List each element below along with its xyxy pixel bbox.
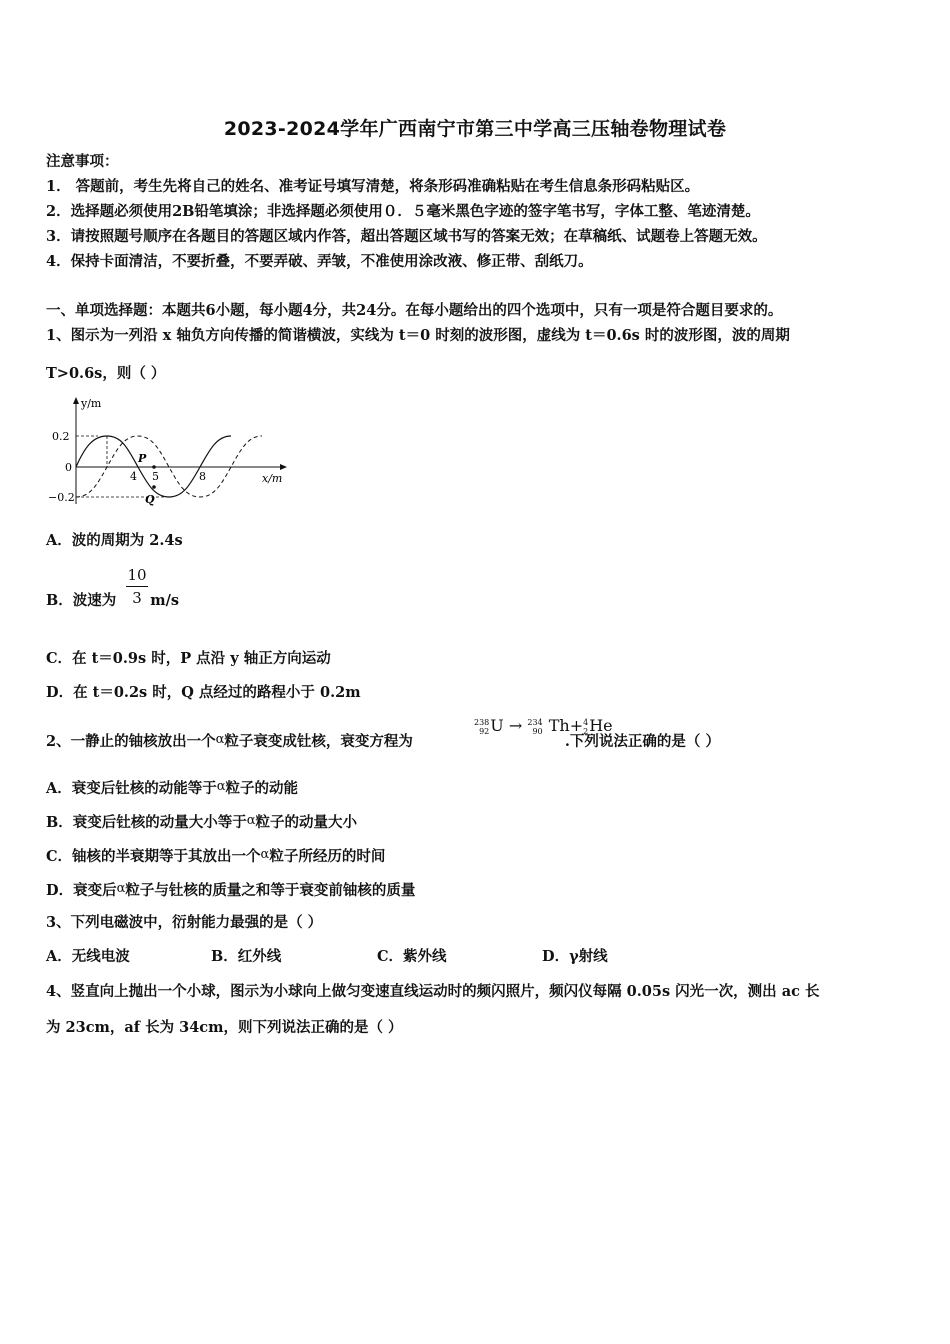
u-symbol: U bbox=[490, 716, 504, 735]
q1-option-b-prefix: B．波速为 bbox=[46, 592, 117, 609]
y-tick-0.2: 0.2 bbox=[52, 430, 70, 443]
y-axis-label: y/m bbox=[81, 397, 102, 410]
velocity-fraction bbox=[126, 566, 148, 607]
x-axis-arrow bbox=[280, 464, 287, 470]
fraction-denominator: 3 bbox=[132, 589, 142, 607]
q1-option-b-unit: m/s bbox=[150, 592, 180, 609]
point-q-marker bbox=[152, 485, 156, 489]
th-symbol: Th+ bbox=[548, 716, 584, 735]
notes-item-4: 4．保持卡面清洁，不要折叠，不要弄破、弄皱，不准使用涂改液、修正带、刮纸刀。 bbox=[46, 253, 593, 270]
th-isotope: 234 90 bbox=[527, 717, 543, 736]
notes-item-1: 1． 答题前，考生先将自己的姓名、准考证号填写清楚，将条形码准确粘贴在考生信息条形码粘贴区。 bbox=[46, 178, 700, 195]
q4-stem-line2: 为 23cm，af 长为 34cm，则下列说法正确的是（ ） bbox=[46, 1019, 403, 1036]
q1-option-c: C．在 t＝0.9s 时，P 点沿 y 轴正方向运动 bbox=[46, 650, 331, 667]
q3-option-a: A．无线电波 bbox=[46, 948, 130, 965]
q4-stem-line1: 4、竖直向上抛出一个小球，图示为小球向上做匀变速直线运动时的频闪照片，频闪仪每隔 0.05s 闪光一次，测出 ac 长 bbox=[46, 983, 820, 1000]
q2-option-c: C．铀核的半衰期等于其放出一个α粒子所经历的时间 bbox=[46, 847, 386, 865]
q3-option-d: D．γ射线 bbox=[542, 948, 608, 965]
q1-option-d: D．在 t＝0.2s 时，Q 点经过的路程小于 0.2m bbox=[46, 684, 361, 701]
x-tick-4: 4 bbox=[130, 470, 137, 483]
notes-item-3: 3．请按照题号顺序在各题目的答题区域内作答，超出答题区域书写的答案无效；在草稿纸、试题卷上答题无效。 bbox=[46, 228, 767, 245]
x-axis-label: x/m bbox=[262, 472, 283, 485]
y-tick-neg-0.2: −0.2 bbox=[48, 491, 75, 504]
point-q-label: Q bbox=[145, 493, 155, 506]
q1-option-a: A．波的周期为 2.4s bbox=[46, 532, 183, 549]
q1-stem-line2: T>0.6s，则（ ） bbox=[46, 365, 166, 382]
q2-option-b: B．衰变后钍核的动量大小等于α粒子的动量大小 bbox=[46, 813, 358, 831]
wave-figure bbox=[40, 392, 300, 512]
q1-stem-line1: 1、图示为一列沿 x 轴负方向传播的简谐横波，实线为 t＝0 时刻的波形图，虚线为 t＝0.6s 时的波形图，波的周期 bbox=[46, 327, 790, 344]
point-p-marker bbox=[152, 465, 156, 469]
he-isotope: 4 2 bbox=[583, 717, 589, 736]
q3-stem: 3、下列电磁波中，衍射能力最强的是（ ） bbox=[46, 914, 323, 931]
fraction-numerator: 10 bbox=[126, 566, 148, 587]
notes-heading: 注意事项： bbox=[46, 153, 119, 170]
he-symbol: He bbox=[589, 716, 613, 735]
x-tick-5: 5 bbox=[152, 470, 159, 483]
q1-option-b bbox=[46, 591, 179, 611]
section-heading: 一、单项选择题：本题共6小题，每小题4分，共24分。在每小题给出的四个选项中，只有一项是符合题目要求的。 bbox=[46, 302, 783, 319]
x-tick-8: 8 bbox=[199, 470, 206, 483]
page-title: 2023-2024学年广西南宁市第三中学高三压轴卷物理试卷 bbox=[223, 118, 727, 140]
point-p-label: P bbox=[138, 452, 147, 465]
q2-option-d: D．衰变后α粒子与钍核的质量之和等于衰变前铀核的质量 bbox=[46, 881, 416, 899]
alpha-symbol: α bbox=[215, 732, 225, 747]
q2-stem-mid: 粒子衰变成钍核，衰变方程为 bbox=[224, 733, 413, 750]
notes-item-2: 2．选择题必须使用2B铅笔填涂；非选择题必须使用０．５毫米黑色字迹的签字笔书写，字体工整、笔迹清楚。 bbox=[46, 203, 760, 220]
arrow-symbol: → bbox=[508, 716, 523, 735]
y-axis-arrow bbox=[73, 397, 79, 404]
decay-equation bbox=[474, 716, 613, 736]
q2-option-a: A．衰变后钍核的动能等于α粒子的动能 bbox=[46, 779, 299, 797]
q3-option-b: B．红外线 bbox=[211, 948, 282, 965]
y-tick-0: 0 bbox=[65, 461, 72, 474]
u-isotope: 238 92 bbox=[474, 717, 490, 736]
q2-stem-suffix: .下列说法正确的是（ ） bbox=[564, 733, 720, 750]
q3-option-c: C．紫外线 bbox=[377, 948, 447, 965]
q2-stem-prefix: 2、一静止的铀核放出一个 bbox=[46, 733, 216, 750]
